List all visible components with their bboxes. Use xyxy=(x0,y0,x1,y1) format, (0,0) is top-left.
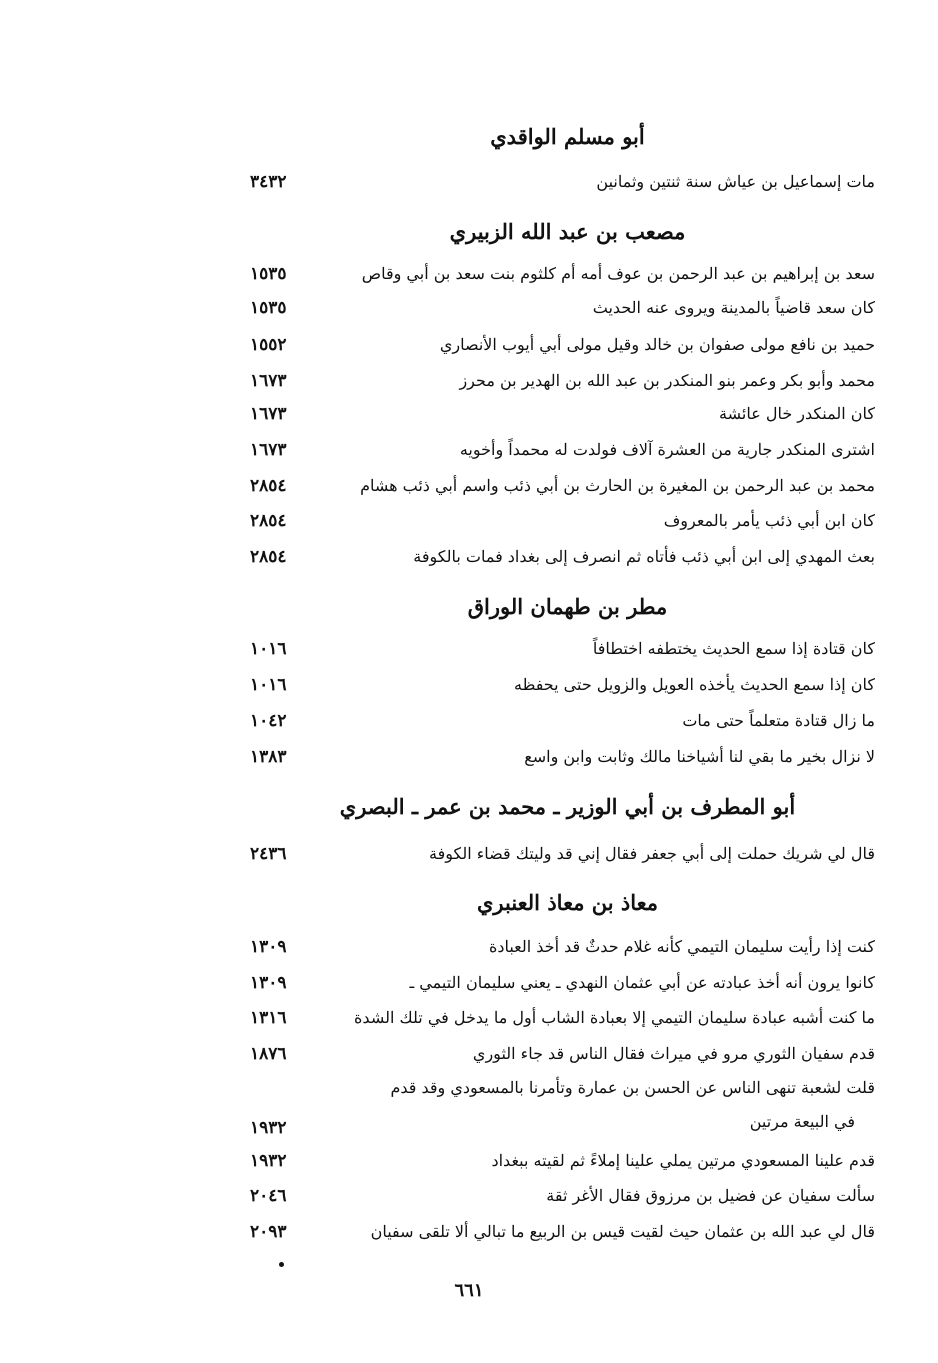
index-entry xyxy=(250,433,875,467)
entry-number: ١٣٠٩ xyxy=(250,973,287,993)
index-entry xyxy=(250,291,875,325)
entry-number: ١٩٣٢ xyxy=(250,1118,287,1138)
index-entry xyxy=(250,1037,875,1071)
index-entry xyxy=(250,740,875,774)
entry-number: ٢٤٣٦ xyxy=(250,844,287,864)
entry-text: لا نزال بخير ما بقي لنا أشياخنا مالك وثابت وابن واسع xyxy=(524,747,875,766)
entry-number: ١٥٣٥ xyxy=(250,264,287,284)
entry-text: قدم علينا المسعودي مرتين يملي علينا إملاءً ثم لقيته ببغداد xyxy=(491,1151,875,1170)
entry-number: ١٣١٦ xyxy=(250,1008,287,1028)
entry-number: ٢٨٥٤ xyxy=(250,511,287,531)
entry-text: قال لي عبد الله بن عثمان حيث لقيت قيس بن الربيع ما تبالي ألا تلقى سفيان xyxy=(370,1222,875,1241)
section-heading: معاذ بن معاذ العنبري xyxy=(476,890,659,915)
index-entry xyxy=(250,966,875,1000)
index-entry xyxy=(250,837,875,871)
index-entry xyxy=(250,540,875,574)
entry-number: ١٦٧٣ xyxy=(250,371,287,391)
page-number: ٦٦١ xyxy=(454,1280,484,1301)
index-entry xyxy=(250,1215,875,1249)
entry-text: كنت إذا رأيت سليمان التيمي كأنه غلام حدثٌ قد أخذ العبادة xyxy=(488,937,875,956)
index-entry xyxy=(250,1179,875,1213)
entry-text: كان المنكدر خال عائشة xyxy=(719,404,875,423)
section-heading: أبو المطرف بن أبي الوزير ـ محمد بن عمر ـ البصري xyxy=(339,794,796,819)
index-entry xyxy=(250,704,875,738)
entry-text: مات إسماعيل بن عياش سنة ثنتين وثمانين xyxy=(596,172,875,191)
entry-number: ١٥٣٥ xyxy=(250,298,287,318)
index-entry xyxy=(250,364,875,398)
entry-text: كان سعد قاضياً بالمدينة ويروى عنه الحديث xyxy=(592,298,875,317)
section-heading: أبو مسلم الواقدي xyxy=(490,124,645,149)
entry-text: حميد بن نافع مولى صفوان بن خالد وقيل مولى أبي أيوب الأنصاري xyxy=(439,335,875,354)
entry-text: محمد وأبو بكر وعمر بنو المنكدر بن عبد الله بن الهدير بن محرز xyxy=(459,371,875,390)
entry-text: سعد بن إبراهيم بن عبد الرحمن بن عوف أمه أم كلثوم بنت سعد بن أبي وقاص xyxy=(361,264,875,283)
index-entry xyxy=(250,930,875,964)
entry-number: ١٠١٦ xyxy=(250,675,287,695)
entry-text: بعث المهدي إلى ابن أبي ذئب فأتاه ثم انصرف إلى بغداد فمات بالكوفة xyxy=(413,547,875,566)
entry-number: ١٨٧٦ xyxy=(250,1044,287,1064)
index-entry xyxy=(250,469,875,503)
entry-number: ١٣٠٩ xyxy=(250,937,287,957)
entry-text: قال لي شريك حملت إلى أبي جعفر فقال إني قد وليتك قضاء الكوفة xyxy=(429,844,875,863)
entry-text: ما زال قتادة متعلماً حتى مات xyxy=(682,711,875,730)
index-entry xyxy=(250,1144,875,1178)
index-entry xyxy=(250,397,875,431)
index-entry xyxy=(250,668,875,702)
index-entry xyxy=(250,328,875,362)
entry-text: محمد بن عبد الرحمن بن المغيرة بن الحارث بن أبي ذئب واسم أبي ذئب هشام xyxy=(360,476,875,495)
entry-number: ١٥٥٢ xyxy=(250,335,287,355)
entry-number: ١٦٧٣ xyxy=(250,404,287,424)
entry-number: ٣٤٣٢ xyxy=(250,172,287,192)
entry-text: كان ابن أبي ذئب يأمر بالمعروف xyxy=(663,511,875,530)
entry-number: ٢٠٤٦ xyxy=(250,1186,287,1206)
ink-dot xyxy=(279,1262,284,1267)
entry-number: ٢٨٥٤ xyxy=(250,476,287,496)
entry-text: كان قتادة إذا سمع الحديث يختطفه اختطافاً xyxy=(592,639,875,658)
entry-text-line: قلت لشعبة تنهى الناس عن الحسن بن عمارة وتأمرنا بالمسعودي وقد قدم xyxy=(390,1078,875,1097)
index-entry xyxy=(250,1001,875,1035)
entry-number: ٢٨٥٤ xyxy=(250,547,287,567)
entry-number: ١٦٧٣ xyxy=(250,440,287,460)
entry-number: ٢٠٩٣ xyxy=(250,1222,287,1242)
entry-text: سألت سفيان عن فضيل بن مرزوق فقال الأغر ثقة xyxy=(546,1186,875,1205)
entry-number: ١٠١٦ xyxy=(250,639,287,659)
entry-number: ١٠٤٢ xyxy=(250,711,287,731)
index-entry xyxy=(250,257,875,291)
entry-number: ١٩٣٢ xyxy=(250,1151,287,1171)
entry-text: قدم سفيان الثوري مرو في ميراث فقال الناس قد جاء الثوري xyxy=(472,1044,875,1063)
entry-text: كان إذا سمع الحديث يأخذه العويل والزويل حتى يحفظه xyxy=(513,675,875,694)
section-heading: مصعب بن عبد الله الزبيري xyxy=(449,219,686,244)
index-entry xyxy=(250,632,875,666)
entry-text: ما كنت أشبه عبادة سليمان التيمي إلا بعبادة الشاب أول ما يدخل في تلك الشدة xyxy=(354,1008,875,1027)
index-entry xyxy=(250,165,875,199)
entry-number: ١٣٨٣ xyxy=(250,747,287,767)
entry-text: اشترى المنكدر جارية من العشرة آلاف فولدت له محمداً وأخويه xyxy=(459,440,875,459)
section-heading: مطر بن طهمان الوراق xyxy=(467,594,668,619)
entry-text: كانوا يرون أنه أخذ عبادته عن أبي عثمان النهدي ـ يعني سليمان التيمي ـ xyxy=(409,973,875,992)
entry-text-line: في البيعة مرتين xyxy=(749,1112,855,1131)
index-entry xyxy=(250,504,875,538)
